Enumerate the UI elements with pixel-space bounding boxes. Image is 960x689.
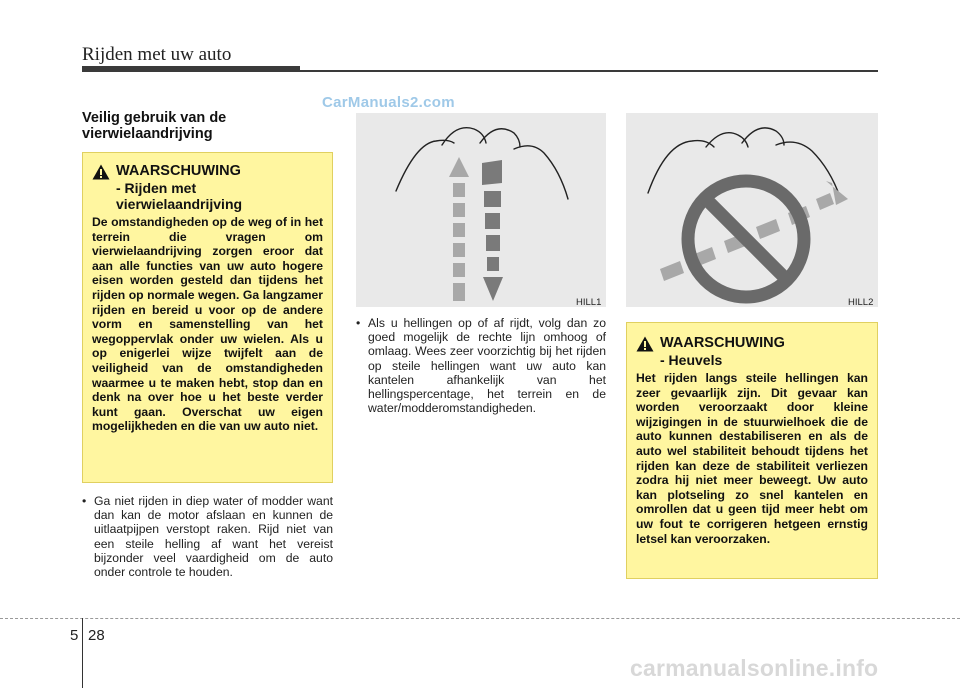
section-heading: Veilig gebruik van de vierwielaandrijving	[82, 110, 227, 142]
header-rule-thick	[82, 66, 300, 72]
warning-title: WAARSCHUWING	[116, 163, 241, 179]
footer-dashed-rule	[0, 618, 960, 619]
footer-vertical-rule	[82, 618, 83, 688]
bullet-text: Ga niet rijden in diep water of modder want dan kan de motor afslaan en kunnen de uitlaatpijpen verstopt raken. Rijd niet van een steile helling af want het vereist bijzonder veel vaardigheid om de auto onder controle te houden.	[94, 494, 333, 580]
page-number: 28	[88, 627, 105, 644]
warning-body: Het rijden langs steile hellingen kan zeer gevaarlijk zijn. Dit gevaar kan worden veroorzaakt door kleine wijzigingen in de stuurwielhoek die de auto kunnen destabiliseren en als de auto wel stabiliteit behoudt tijdens het rijden kan deze de stabiliteit verliezen zodra hij niet meer beweegt. Uw auto kan plotseling zo snel kantelen en omrollen dat u geen tijd meer hebt om uw fout te corrigeren hetgeen ernstig letsel kan veroorzaken.	[636, 371, 868, 546]
hill-straight-illustration	[356, 113, 606, 307]
warning-title: WAARSCHUWING	[660, 335, 785, 351]
figure-label-hill1: HILL1	[576, 297, 602, 308]
running-header: Rijden met uw auto	[82, 44, 232, 65]
warning-body: De omstandigheden op de weg of in het terrein die vragen om vierwielaandrijving zorgen eroor dat aan alle functies van uw auto hogere eisen worden gesteld dan tijdens het rijden op normale wegen. Ga langzamer rijden en bereid u voor op de andere vorm en samenstelling van het wegoppervlak onder uw wielen. Als u op enigerlei wijze twijfelt aan de veiligheid van de omstandigheden waarmee u te maken hebt, stop dan en denk na over hoe u het beste verder kunt gaan. Overschat uw eigen mogelijkheden en die van uw auto niet.	[92, 215, 323, 434]
warning-subtitle: - Rijden met vierwielaandrijving	[116, 180, 243, 212]
bullet-dot: •	[82, 494, 87, 508]
warning-box-4wd	[82, 152, 333, 483]
warning-box-hills	[626, 322, 878, 579]
bullet-deep-water	[82, 494, 333, 579]
figure-hill-straight	[356, 113, 606, 307]
warning-triangle-icon	[92, 164, 110, 180]
warning-subtitle: - Heuvels	[660, 352, 723, 368]
header-rule-thin	[300, 70, 878, 72]
bullet-slopes	[356, 316, 606, 415]
chapter-number: 5	[70, 627, 79, 644]
prohibition-icon	[688, 181, 804, 297]
watermark-top: CarManuals2.com	[322, 94, 455, 111]
bullet-dot: •	[356, 316, 361, 330]
warning-title-row	[636, 335, 868, 352]
figure-hill-diagonal-prohibited	[626, 113, 878, 307]
hill-diagonal-illustration	[626, 113, 878, 307]
watermark-bottom: carmanualsonline.info	[630, 655, 879, 681]
warning-triangle-icon	[636, 336, 654, 352]
figure-label-hill2: HILL2	[848, 297, 874, 308]
warning-title-row	[92, 163, 323, 180]
bullet-text: Als u hellingen op of af rijdt, volg dan zo goed mogelijk de rechte lijn omhoog of omlaag. Wees zeer voorzichtig bij het rijden op steile hellingen want uw auto kan kantelen afhankelijk van het hellingspercentage, het terrein en de water/modderomstandigheden.	[368, 316, 606, 416]
